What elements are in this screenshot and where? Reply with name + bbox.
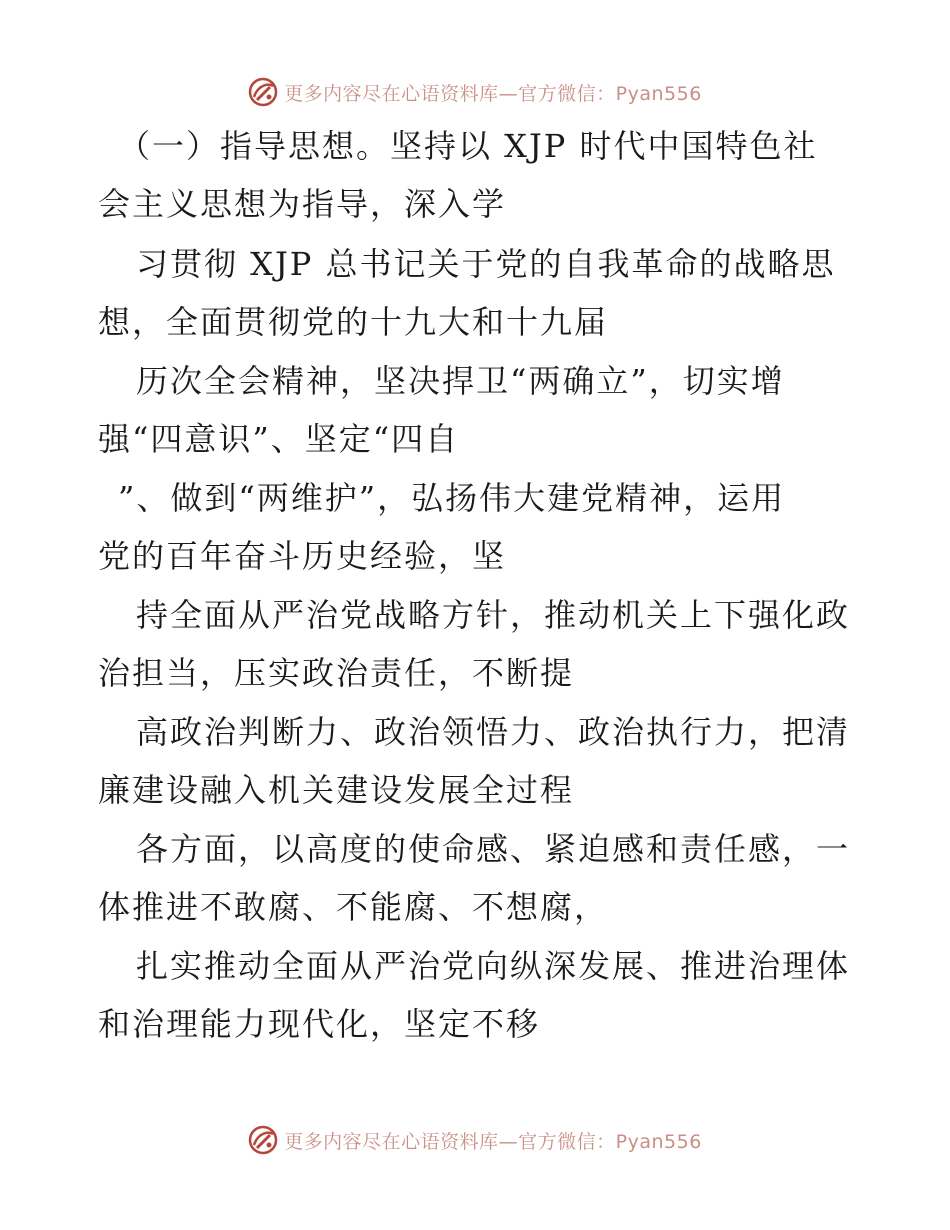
paragraph-line: 扎实推动全面从严治党向纵深发展、推进治理体 — [136, 947, 851, 985]
paragraph-line: （一）指导思想。坚持以 XJP 时代中国特色社 — [118, 127, 818, 165]
paragraph-line: 会主义思想为指导，深入学 — [98, 185, 507, 223]
footer-watermark — [0, 1120, 950, 1160]
paragraph-line: ”、做到“两维护”，弘扬伟大建党精神，运用 — [118, 479, 786, 517]
paragraph-line: 习贯彻 XJP 总书记关于党的自我革命的战略思 — [136, 245, 836, 283]
paragraph-line: 党的百年奋斗历史经验，坚 — [98, 537, 507, 575]
paragraph-line: 和治理能力现代化，坚定不移 — [98, 1005, 541, 1043]
paragraph-line: 高政治判断力、政治领悟力、政治执行力，把清 — [136, 713, 851, 751]
logo-icon — [248, 1125, 278, 1155]
watermark-text: 更多内容尽在心语资料库—官方微信：Pyan556 — [284, 82, 702, 105]
logo-icon — [248, 77, 278, 107]
paragraph-line: 强“四意识”、坚定“四自 — [98, 420, 460, 458]
header-watermark — [0, 72, 950, 112]
watermark-text: 更多内容尽在心语资料库—官方微信：Pyan556 — [284, 1130, 702, 1153]
paragraph-line: 体推进不敢腐、不能腐、不想腐， — [98, 888, 609, 926]
paragraph-line: 廉建设融入机关建设发展全过程 — [98, 771, 575, 809]
paragraph-line: 治担当，压实政治责任，不断提 — [98, 654, 575, 692]
paragraph-line: 历次全会精神，坚决捍卫“两确立”，切实增 — [136, 362, 785, 400]
paragraph-line: 想，全面贯彻党的十九大和十九届 — [98, 303, 609, 341]
paragraph-line: 各方面，以高度的使命感、紧迫感和责任感，一 — [136, 830, 851, 868]
paragraph-line: 持全面从严治党战略方针，推动机关上下强化政 — [136, 596, 851, 634]
